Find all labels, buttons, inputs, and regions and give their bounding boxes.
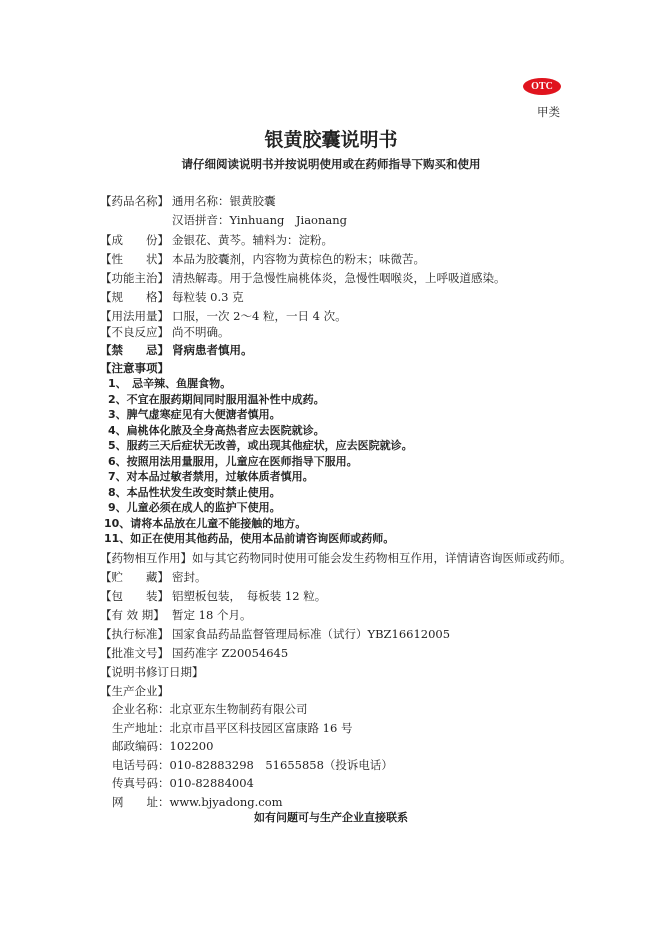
section-name-pinyin: 汉语拼音：Yinhuang Jiaonang bbox=[172, 213, 348, 227]
section-spec: 【规 格】 每粒装 0.3 克 bbox=[100, 290, 244, 304]
section-approval: 【批准文号】 国药准字 Z20054645 bbox=[100, 646, 289, 660]
section-storage: 【贮 藏】 密封。 bbox=[100, 570, 207, 584]
section-validity: 【有 效 期】 暂定 18 个月。 bbox=[100, 608, 252, 622]
precaution-item: 7、对本品过敏者禁用，过敏体质者慎用。 bbox=[108, 470, 314, 483]
category-label: 甲类 bbox=[537, 105, 560, 119]
section-properties: 【性 状】 本品为胶囊剂，内容物为黄棕色的粉末；味微苦。 bbox=[100, 252, 425, 266]
section-manufacturer-label: 【生产企业】 bbox=[100, 684, 169, 698]
section-ingredients: 【成 份】 金银花、黄芩。辅料为：淀粉。 bbox=[100, 233, 333, 247]
manufacturer-line: 电话号码：010-82883298 51655858（投诉电话） bbox=[112, 757, 393, 772]
document-subtitle: 请仔细阅读说明书并按说明使用或在药师指导下购买和使用 bbox=[181, 157, 481, 171]
manufacturer-line: 传真号码：010-82884004 bbox=[112, 776, 254, 791]
manufacturer-line: 邮政编码：102200 bbox=[112, 739, 214, 754]
section-precautions-label: 【注意事项】 bbox=[100, 361, 169, 375]
section-name: 【药品名称】 通用名称：银黄胶囊 bbox=[100, 194, 276, 208]
section-interaction: 【药物相互作用】如与其它药物同时使用可能会发生药物相互作用，详情请咨询医师或药师。 bbox=[100, 551, 572, 565]
precaution-item: 4、扁桃体化脓及全身高热者应去医院就诊。 bbox=[108, 423, 325, 437]
precaution-item: 6、按照用法用量服用，儿童应在医师指导下服用。 bbox=[108, 454, 358, 468]
precaution-item: 5、服药三天后症状无改善，或出现其他症状，应去医院就诊。 bbox=[108, 439, 413, 452]
precaution-item: 1、 忌辛辣、鱼腥食物。 bbox=[108, 377, 232, 390]
footer-note: 如有问题可与生产企业直接联系 bbox=[254, 811, 408, 824]
section-contraindications: 【禁 忌】 肾病患者慎用。 bbox=[100, 343, 253, 357]
section-indications: 【功能主治】 清热解毒。用于急慢性扁桃体炎，急慢性咽喉炎，上呼吸道感染。 bbox=[100, 271, 506, 285]
precaution-item: 9、儿童必须在成人的监护下使用。 bbox=[108, 501, 281, 514]
precaution-item: 8、本品性状发生改变时禁止使用。 bbox=[108, 485, 281, 499]
manufacturer-line: 网 址：www.bjyadong.com bbox=[112, 795, 283, 809]
otc-badge: OTC bbox=[523, 78, 561, 95]
section-package: 【包 装】 铝塑板包装， 每板装 12 粒。 bbox=[100, 589, 327, 603]
section-dosage: 【用法用量】 口服，一次 2～4 粒，一日 4 次。 bbox=[100, 309, 347, 323]
manufacturer-line: 生产地址：北京市昌平区科技园区富康路 16 号 bbox=[112, 720, 353, 735]
section-revision-date: 【说明书修订日期】 bbox=[100, 665, 204, 679]
manufacturer-line: 企业名称：北京亚东生物制药有限公司 bbox=[112, 702, 308, 716]
section-adverse: 【不良反应】 尚不明确。 bbox=[100, 325, 230, 339]
precaution-item: 3、脾气虚寒症见有大便溏者慎用。 bbox=[108, 408, 281, 421]
precaution-item: 2、不宜在服药期间同时服用温补性中成药。 bbox=[108, 392, 325, 406]
precaution-item: 11、如正在使用其他药品，使用本品前请咨询医师或药师。 bbox=[104, 532, 395, 545]
precaution-item: 10、请将本品放在儿童不能接触的地方。 bbox=[104, 516, 307, 530]
document-title: 银黄胶囊说明书 bbox=[264, 129, 398, 151]
section-standard: 【执行标准】 国家食品药品监督管理局标准（试行）YBZ16612005 bbox=[100, 627, 451, 641]
